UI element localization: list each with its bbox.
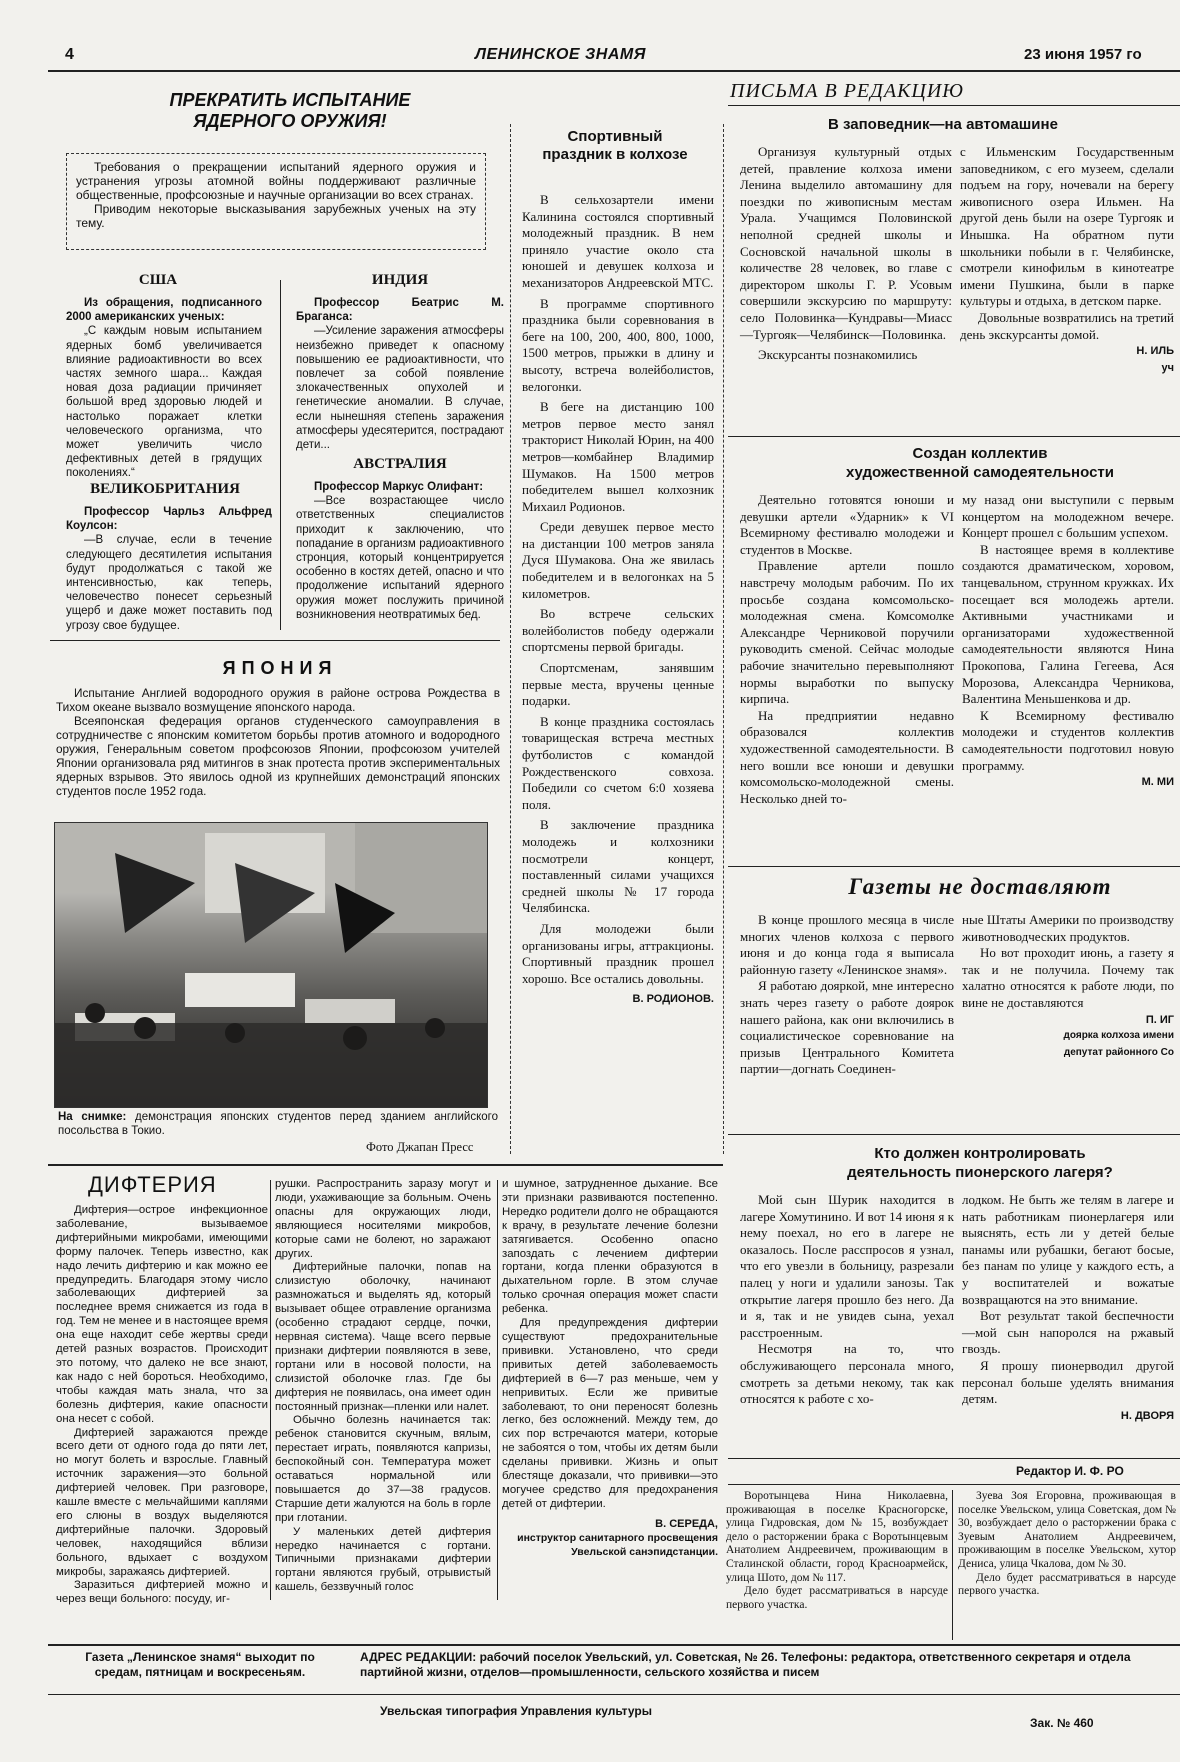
choir-signature: М. МИ <box>1141 776 1174 789</box>
uk-section <box>66 505 272 633</box>
choir-text-left: Деятельно готовятся юноши и девушки артели «Ударник» к VI Всемирному фестивалю молодежи и студентов в Москве. <box>740 492 954 557</box>
camp-article-left <box>740 1192 954 1408</box>
nuclear-headline <box>150 90 430 132</box>
footer-schedule: Газета „Ленинское знамя“ выходит по средам, пятницам и воскресеньям. <box>85 1650 315 1679</box>
notice-1-court: Дело будет рассматриваться в нарсуде первого участка. <box>726 1585 948 1611</box>
letters-rubric: ПИСЬМА В РЕДАКЦИЮ <box>730 80 964 102</box>
photo-caption-label: На снимке: <box>58 1111 127 1123</box>
camp-text-left-2: Несмотря на то, что обслуживающего персонала много, смотреть за детьми некому, так как относятся к работе с хо- <box>740 1341 954 1407</box>
notice-2 <box>958 1490 1176 1599</box>
sport-p3: В беге на дистанцию 100 метров первое место занял тракторист Николай Юрин, на 400 метров—комбайнер Владимир Шумаков. На 1500 метров победителем вышел колхозник Михаил Родионов. <box>522 399 714 514</box>
notice-1 <box>726 1490 948 1612</box>
notice-1-text: Воротынцева Нина Николаевна, проживающая в поселке Красногорске, улица Гидровская, дом № 15, возбуждает дело о расторжении брака с Воротынцевым Анатолием Андреевичем, проживающим в Сталинской области, город Красноармейск, улица Шото, дом № 117. <box>726 1490 948 1584</box>
reserve-text-right-2: Довольные возвратились на третий день экскурсанты домой. <box>960 309 1174 342</box>
footer-address-text: рабочий поселок Увельский, ул. Советская, № 26. Телефоны: редактора, ответственного секретаря и отдела партийной жизни, отделов—промышленности, сельского хозяйства и писем <box>360 1650 1131 1679</box>
diphtheria-col3-text-2: Для предупреждения дифтерии существуют предохранительные прививки. Установлено, что среди привитых детей заболеваемость дифтерией в 6—7 раз меньше, чем у непривитых. Если же привитые заболевают, то они переносят болезнь легко, без осложнений. Между тем, до сих пор встречаются матери, которые не забоятся о том, чтобы их детям были сделаны прививки. Жизнь и опыт блестяще доказали, что прививки—это могучее средство для предохранения детей от дифтерии. <box>502 1317 718 1510</box>
camp-text-left: Мой сын Шурик находится в лагере Хомутинино. И вот 14 июня я к нему поехал, но его в лагере не оказалось. После расспросов я узнал, что его увезли в больницу, разрезали палец у ноги и удалили занозы. Так открытие лагеря прошло без него. Да и я, так и не увидев сына, уехал расстроенным. <box>740 1192 954 1340</box>
nuclear-intro-text: Требования о прекращении испытаний ядерного оружия и устранения угрозы атомной войны поддерживают различные общественные, профсоюзные и научные организации во всех странах. <box>76 160 476 202</box>
column-divider <box>280 280 281 630</box>
choir-text-left-3: На предприятии недавно образовался коллектив художественной самодеятельности. В него вошли все юноши и девушки комсомольско-молодежной смены. Несколько дней то- <box>740 707 954 806</box>
sport-p5: Во встрече сельских волейболистов победу одержали спортсмены первой бригады. <box>522 606 714 655</box>
section-divider <box>728 1134 1180 1135</box>
sport-p6: Спортсменам, занявшим первые места, вручены ценные подарки. <box>522 660 714 709</box>
diphtheria-col1-text: Дифтерия—острое инфекционное заболевание, вызываемое дифтерийными микробами, имеющими форму палочек. Теперь известно, как надо лечить дифтерию и как можно ее предупредить. Благодаря этому число заболевающих дифтерией за последнее время снижается из года в год. Тем не менее и в настоящее время она еще находит себе жертвы среди детей разных возрастов. Происходит это потому, что далеко не все знают, как надо с ней бороться. Необходимо, чтобы каждая мать знала, что за болезнь дифтерия, какие опасности она несет с собой. <box>56 1204 268 1425</box>
choir-text-right-3: К Всемирному фестивалю молодежи и студентов коллектив самодеятельности подготовил новую программу. <box>962 707 1174 773</box>
newspapers-text-left: В конце прошлого месяца в числе многих членов колхоза с первого июня и до конца года я выписала районную газету «Ленинское знамя». <box>740 912 954 977</box>
india-heading: ИНДИЯ <box>371 272 429 288</box>
australia-text: —Все возрастающее число ответственных специалистов приходит к заключению, что попадание в организм радиоактивного стронция, который концентрируется особенно в костях детей, опасно и что продолжение испытаний ядерного оружия может послужить причиной возникновения неотвратимых бед. <box>296 495 504 621</box>
india-source: Профессор Беатрис М. Браганса: <box>296 297 504 324</box>
sport-p1: В сельхозартели имени Калинина состоялся спортивный молодежный праздник. В нем приняло участие около ста юношей и девушек колхоза и механизаторов Андреевской МТС. <box>522 192 714 290</box>
australia-heading: АВСТРАЛИЯ <box>353 456 447 472</box>
choir-article-right <box>962 492 1174 791</box>
diphtheria-col2-text-3: Обычно болезнь начинается так: ребенок становится скучным, вялым, перестает играть, появляются капризы, беспокойный сон. Температура может оставаться нормальной или повышается до 37—38 градусов. Старшие дети жалуются на боль в горле при глотании. <box>275 1414 491 1524</box>
column-divider <box>270 1180 271 1600</box>
newspapers-signature-3: депутат районного Со <box>1063 1046 1174 1058</box>
choir-text-left-2: Правление артели пошло навстречу молодым рабочим. По их просьбе создана комсомольско-молодежная смена. Комсомолке Александре Черниковой поручили руководить сменой. Сейчас молодые рабочие значительно перевыполняют нормы выработки по выпуску кирпича. <box>740 558 954 707</box>
sport-p9: Для молодежи были организованы игры, аттракционы. Спортивный праздник прошел хорошо. Все остались довольны. <box>522 920 714 986</box>
choir-headline <box>780 444 1180 482</box>
uk-text: —В случае, если в течение следующего десятилетия испытания будут продолжаться с такой же интенсивностью, как теперь, человечество понесет серьезный ущерб и даже может поставить под угрозу свое будущее. <box>66 534 272 632</box>
masthead-date: 23 июня 1957 го <box>1024 46 1142 63</box>
camp-headline-line2: деятельность пионерского лагеря? <box>847 1164 1113 1181</box>
australia-source: Профессор Маркус Олифант: <box>314 481 484 493</box>
sport-headline: Спортивный праздник в колхозе <box>542 128 688 163</box>
footer-rule <box>48 1644 1180 1646</box>
newspapers-text-right: ные Штаты Америки по производству животноводческих продуктов. <box>962 912 1174 944</box>
diphtheria-signature: В. СЕРЕДА, <box>655 1517 718 1530</box>
diphtheria-col-3 <box>502 1178 718 1559</box>
japan-text-1: Испытание Англией водородного оружия в районе острова Рождества в Тихом океане вызвало возмущение японского народа. <box>56 686 500 714</box>
camp-signature: Н. ДВОРЯ <box>1120 1409 1174 1422</box>
column-divider <box>952 1490 953 1640</box>
reserve-text-left: Организуя культурный отдых детей, правление колхоза имени Ленина выделило автомашину для поездки по живописным местам Урала. Учащимся Половинской неполной средней школы и Сосновской начальной школы в количестве 28 человек, во главе с директором школы Г. Р. Усовым совершили экскурсию по маршруту: село Половинка—Кундравы—Миасс—Тургояк—Челябинск—Половинка. <box>740 144 952 342</box>
footer-address <box>360 1650 1175 1680</box>
diphtheria-signature-2: инструктор санитарного просвещения Увельской санэпидстанции. <box>517 1531 718 1558</box>
section-divider <box>728 866 1180 867</box>
sport-p2: В программе спортивного праздника были соревнования в беге на 100, 200, 400, 800, 1000, 1500 метров, прыжки в длину и высоту, встреча волейболистов, велогонки. <box>522 295 714 394</box>
camp-text-right-2: Вот результат такой беспечности—мой сын напоролся на ржавый гвоздь. <box>962 1308 1174 1357</box>
diphtheria-col-1 <box>56 1204 268 1607</box>
reserve-article-left <box>740 144 952 364</box>
sport-article <box>522 192 714 1008</box>
column-divider <box>497 1180 498 1600</box>
footer-address-label: АДРЕС РЕДАКЦИИ: <box>360 1650 477 1664</box>
diphtheria-col3-text: и шумное, затрудненное дыхание. Все эти признаки развиваются постепенно. Нередко родители долго не обращаются к врачу, в результате лечение болезни затягивается. Особенно опасно запоздать с лечением дифтерии гортани, когда пленки образуются в дыхательном горле. В этом случае только срочная операция может спасти ребенка. <box>502 1178 718 1316</box>
usa-heading: США <box>138 272 178 288</box>
camp-text-right-3: Я прошу пионерводил другой персонал больше уделять внимания детям. <box>962 1357 1174 1407</box>
newspapers-text-left-2: Я работаю дояркой, мне интересно знать через газету о работе доярок нашего района, как они включились в социалистическое соревнование на призыв Центрального Комитета партии—догнать Соединен- <box>740 978 954 1077</box>
section-divider <box>48 1164 723 1166</box>
photo-credit: Фото Джапан Пресс <box>366 1140 474 1154</box>
footer-rule <box>48 1694 1180 1695</box>
japan-text-2: Всеяпонская федерация органов студенческого самоуправления в сотрудничестве с японским комитетом борьбы против атомного и водородного оружия, Генеральным советом профсоюзов Японии, профсоюзом учителей Японии организовала ряд митингов в знак протеста против экспериментальных ядерных взрывов. Это явилось одной из крупнейших демонстраций японских студентов после 1952 года. <box>56 714 500 798</box>
diphtheria-col2-text-2: Дифтерийные палочки, попав на слизистую оболочку, начинают размножаться и выделять яд, который вызывает общее отравление организма (особенно страдают сердце, почки, нервная система). Чаще всего первые признаки дифтерии появляются в зеве, гортани или в носовой полости, на слизистой оболочке глаз. Где бы дифтерия не появилась, она имеет один постоянный признак—пленки или налет. <box>275 1261 491 1413</box>
uk-source: Профессор Чарльз Альфред Коулсон: <box>66 506 272 533</box>
australia-section <box>296 480 504 622</box>
india-section <box>296 296 504 452</box>
newspapers-article-right <box>962 912 1174 1061</box>
reserve-text-left-2: Экскурсанты познакомились <box>758 347 918 363</box>
japan-section <box>56 686 500 798</box>
footer-printer: Увельская типография Управления культуры <box>380 1704 652 1718</box>
nuclear-intro <box>76 160 476 230</box>
diphtheria-headline: ДИФТЕРИЯ <box>88 1172 217 1197</box>
page-number: 4 <box>65 46 74 63</box>
choir-article-left <box>740 492 954 807</box>
camp-text-right: лодком. Не быть же телям в лагере и нать работникам пионерлагеря или выяснять, есть ли у детей белые панамы или рубашки, бегают босые, без панам по улице у каждого есть, а у воспитателей и вожатые возвращаются на это внимание. <box>962 1192 1174 1307</box>
choir-headline-line1: Создан коллектив <box>912 445 1048 462</box>
section-divider <box>50 640 500 641</box>
reserve-text-right: с Ильменским Государственным заповедником, с его музеем, сделали подъем на гору, ночевали на берегу живописного озера Ильмен. На другой день были на озере Тургояк и Инышка. На обратном пути школьники побыли в г. Челябинске, смотрели кинофильм в кинотеатре имени Пушкина, были в парке культуры и отдыха, в детском парке. <box>960 144 1174 309</box>
section-divider <box>728 1458 1180 1459</box>
usa-section <box>66 296 262 481</box>
protest-photo <box>54 822 488 1108</box>
newspapers-text-right-2: Но вот проходит июнь, а газету я так и не получила. Почему так халатно относятся к работе люди, по вине не доставляются <box>962 945 1174 1010</box>
diphtheria-col1-text-2: Дифтерией заражаются прежде всего дети от одного года до пяти лет, но могут болеть и взрослые. Главный источник заражения—это больной дифтерией человек. При разговоре, кашле вместе с мельчайшими каплями его слюны в воздух выделяются дифтерийные палочки. Здоровый человек, находящийся вблизи больного, вдыхает с воздухом микробы, заражаясь дифтерией. <box>56 1426 268 1578</box>
reserve-signature-2: уч <box>1161 361 1174 374</box>
newspapers-signature: П. ИГ <box>1145 1013 1174 1026</box>
footer-order: Зак. № 460 <box>1030 1716 1094 1730</box>
editor-line: Редактор И. Ф. РО <box>1016 1464 1124 1478</box>
sport-signature: В. РОДИОНОВ. <box>632 993 714 1006</box>
uk-heading: ВЕЛИКОБРИТАНИЯ <box>90 481 240 497</box>
newspapers-signature-2: доярка колхоза имени <box>1063 1030 1174 1042</box>
newspapers-article-left <box>740 912 954 1078</box>
diphtheria-col1-text-3: Заразиться дифтерией можно и через вещи больного: посуду, иг- <box>56 1579 268 1606</box>
reserve-article-right <box>960 144 1174 376</box>
diphtheria-col2-text-4: У маленьких детей дифтерия нередко начинается с гортани. Типичными признаками дифтерии гортани являются грубый, отрывистый кашель, беззвучный голос <box>275 1525 491 1594</box>
newspapers-headline: Газеты не доставляют <box>848 874 1112 899</box>
camp-article-right <box>962 1192 1174 1424</box>
japan-headline: ЯПОНИЯ <box>222 658 338 678</box>
notice-2-court: Дело будет рассматриваться в нарсуде первого участка. <box>958 1571 1176 1598</box>
protest-photo-illustration <box>55 823 487 1107</box>
photo-caption-text: демонстрация японских студентов перед зданием английского посольства в Токио. <box>58 1111 498 1137</box>
nuclear-headline-line2: ЯДЕРНОГО ОРУЖИЯ! <box>193 111 387 131</box>
camp-headline <box>780 1144 1180 1182</box>
usa-text: „С каждым новым испытанием ядерных бомб увеличивается влияние радиоактивности во всех частях земного шара... Каждая новая доза радиации причиняет большой вред здоровью людей и настолько поражает клетки человеческого организма, что может увеличить число дефективных детей в грядущих поколениях.“ <box>66 325 262 480</box>
choir-text-right: му назад они выступили с первым концертом на молодежном вечере. Концерт прошел с большим успехом. <box>962 492 1174 541</box>
masthead-title: ЛЕНИНСКОЕ ЗНАМЯ <box>475 46 646 63</box>
diphtheria-col-2 <box>275 1178 491 1595</box>
nuclear-intro-text-2: Приводим некоторые высказывания зарубежных ученых на эту тему. <box>76 202 476 230</box>
sport-p7: В конце праздника состоялась товарищеская встреча местных футболистов с командой Рождественского совхоза. Победили со счетом 6:0 хозяева поля. <box>522 713 714 812</box>
letters-rule <box>728 105 1180 106</box>
masthead-rule <box>48 70 1180 72</box>
notice-2-text: Зуева Зоя Егоровна, проживающая в поселке Увельском, улица Советская, дом № 30, возбуждает дело о расторжении брака с Зуевым Анатолием Андреевичем, проживающим в поселке Увельском, хутор Дениса, улица Чкалова, дом № 30. <box>958 1490 1177 1570</box>
sport-p8: В заключение праздника молодежь и колхозники посмотрели концерт, поставленный силами учащихся средней школы № 17 города Челябинска. <box>522 817 714 916</box>
camp-headline-line1: Кто должен контролировать <box>874 1145 1086 1162</box>
sport-p4: Среди девушек первое место на дистанции 100 метров заняла Дуся Шумакова. Она же явилась победителем и в велогонках на 5 километров. <box>522 519 714 601</box>
usa-source: Из обращения, подписанного 2000 американских ученых: <box>66 297 262 324</box>
reserve-headline: В заповедник—на автомашине <box>828 116 1058 133</box>
choir-text-right-2: В настоящее время в коллективе создаются драматическом, хоровом, танцевальном, струнном кружках. Их посещает вся молодежь артели. Активными участниками и организаторами художественной самодеятельности являются Нина Прокопова, Галина Гегеева, Ася Морозова, Александра Черникова, Валентина Меньшенкова и др. <box>962 541 1174 707</box>
choir-headline-line2: художественной самодеятельности <box>845 464 1114 481</box>
section-divider <box>728 1484 1180 1485</box>
photo-caption <box>58 1110 498 1138</box>
india-text: —Усиление заражения атмосферы неизбежно приведет к опасному повышению ее радиоактивности, что повлечет за собой появление злокачественных опухолей и генетические аномалии. В случае, если нынешняя степень заражения атмосферы удесятерится, пострадают дети... <box>296 325 504 452</box>
reserve-signature: Н. ИЛЬ <box>1136 345 1174 358</box>
section-divider <box>728 436 1180 437</box>
diphtheria-col2-text: рушки. Распространить заразу могут и люди, ухаживающие за больным. Очень опасны для окружающих люди, являющиеся носителями микробов, которые сами не болеют, но заражают других. <box>275 1178 491 1260</box>
nuclear-headline-line1: ПРЕКРАТИТЬ ИСПЫТАНИЕ <box>169 90 411 110</box>
